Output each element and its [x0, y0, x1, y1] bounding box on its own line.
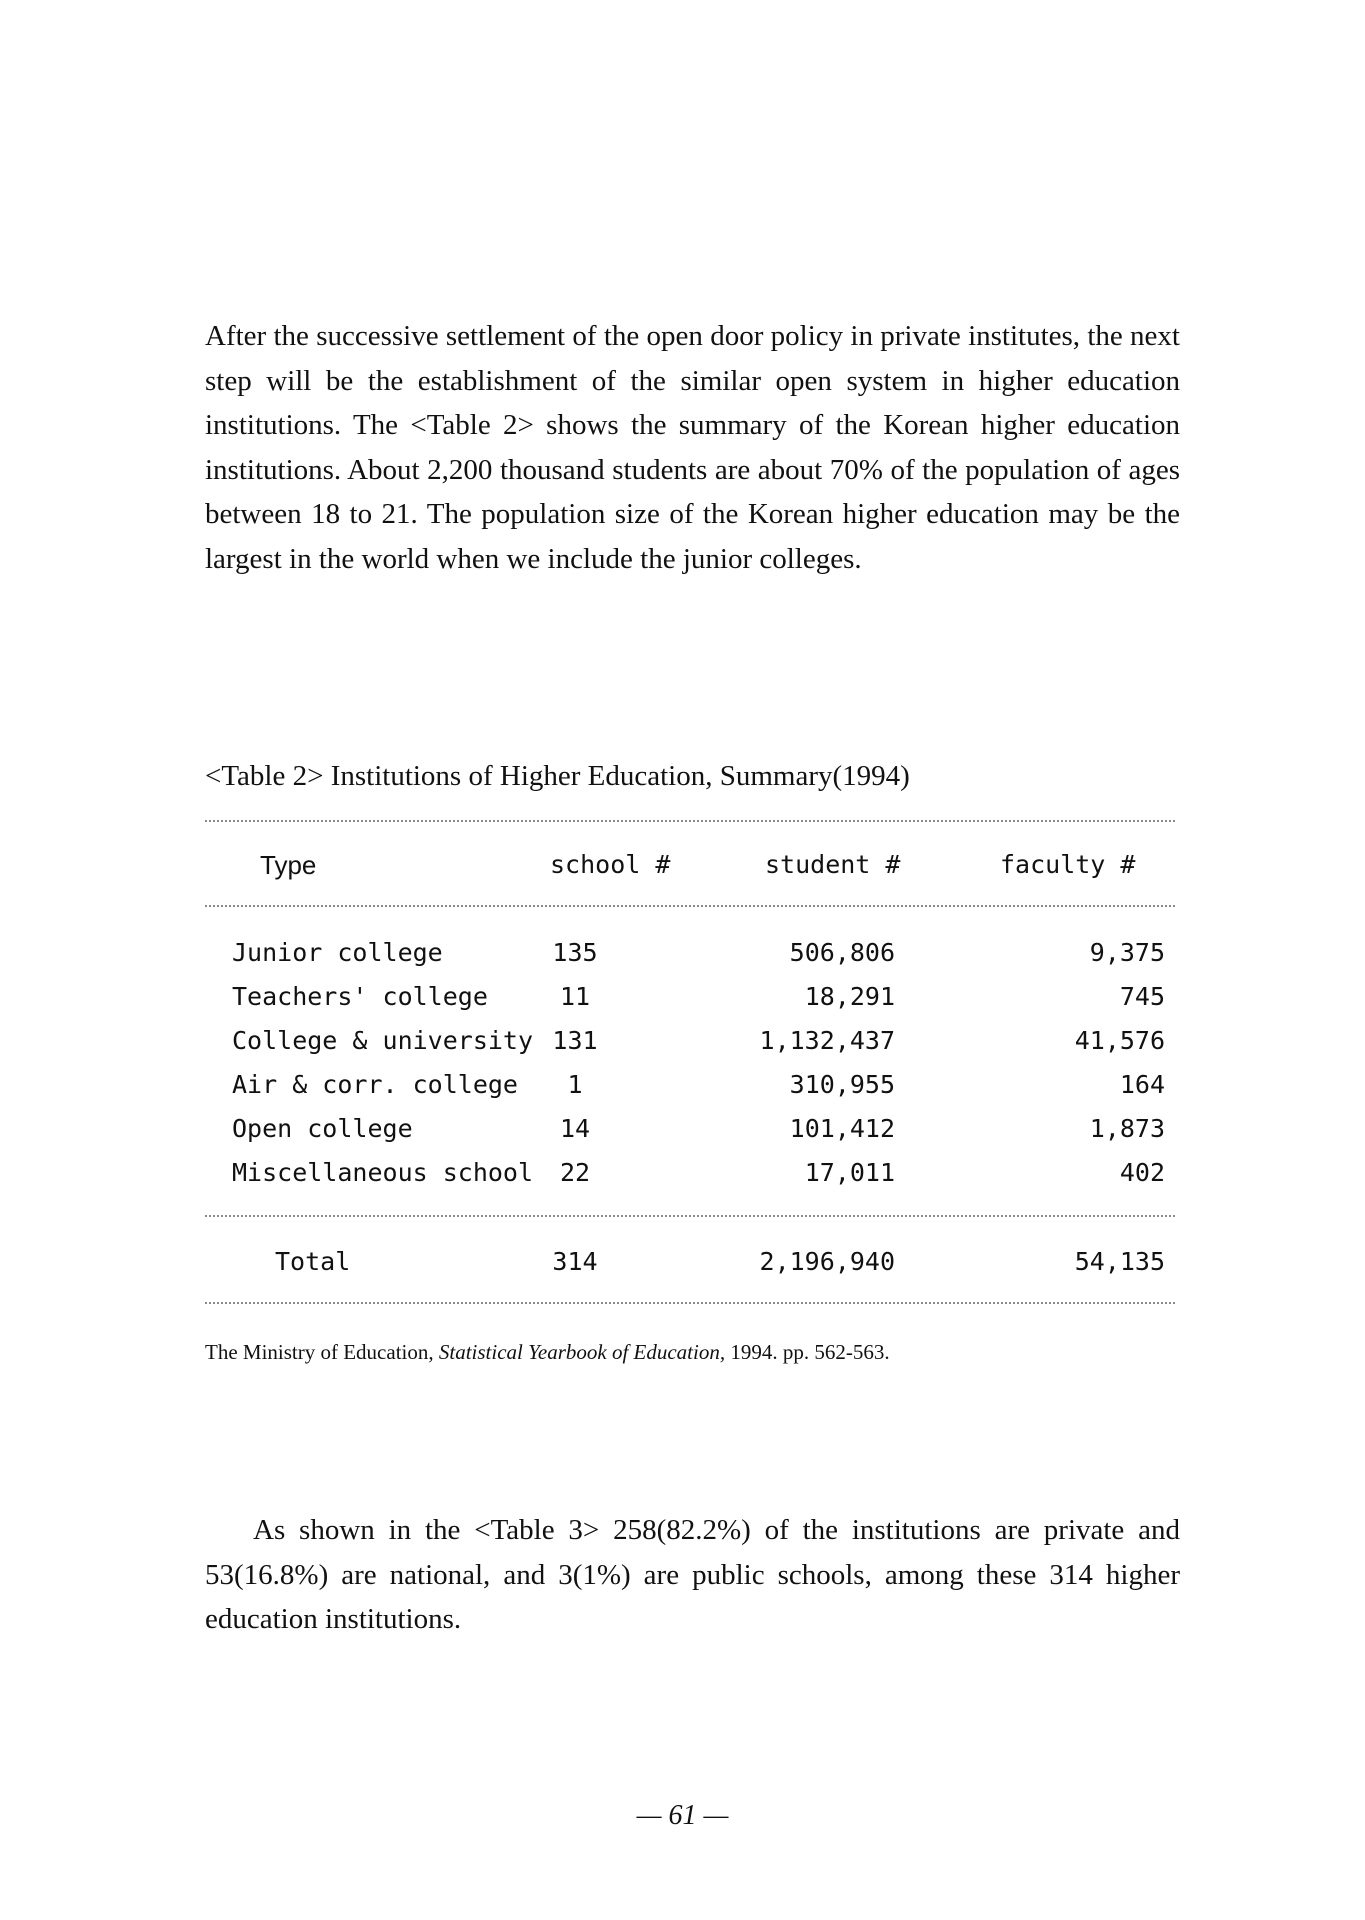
cell-school: 1 [567, 1070, 583, 1099]
cell-student: 1,132,437 [759, 1026, 895, 1055]
table-caption: <Table 2> Institutions of Higher Education, Summary(1994) [205, 760, 910, 792]
source-prefix: The Ministry of Education, [205, 1340, 439, 1364]
cell-student: 18,291 [804, 982, 895, 1011]
table-row [205, 933, 1175, 973]
cell-school: 135 [552, 938, 598, 967]
source-suffix: 1994. pp. 562-563. [725, 1340, 890, 1364]
page-number: — 61 — [636, 1800, 729, 1831]
cell-student: 101,412 [789, 1114, 895, 1143]
cell-type: College & university [232, 1026, 534, 1055]
cell-student: 506,806 [789, 938, 895, 967]
table-row [205, 1109, 1175, 1149]
cell-faculty: 41,576 [1074, 1026, 1165, 1055]
cell-type: Junior college [232, 938, 443, 967]
cell-school: 11 [559, 982, 591, 1011]
table-row [205, 1153, 1175, 1193]
cell-faculty: 1,873 [1089, 1114, 1165, 1143]
table-total-row [205, 1242, 1175, 1282]
table-header-rule [205, 905, 1175, 907]
total-faculty: 54,135 [1074, 1247, 1165, 1276]
table-bottom-rule [205, 1302, 1175, 1304]
cell-type: Miscellaneous school [232, 1158, 534, 1187]
cell-student: 310,955 [789, 1070, 895, 1099]
table-row [205, 1065, 1175, 1105]
total-student: 2,196,940 [759, 1247, 895, 1276]
total-label: Total [275, 1247, 351, 1276]
cell-school: 14 [559, 1114, 591, 1143]
cell-school: 22 [559, 1158, 591, 1187]
cell-faculty: 9,375 [1089, 938, 1165, 967]
cell-student: 17,011 [804, 1158, 895, 1187]
header-student: student # [765, 850, 901, 879]
header-school: school # [550, 850, 671, 879]
table-top-rule [205, 820, 1175, 822]
cell-school: 131 [552, 1026, 598, 1055]
cell-type: Teachers' college [232, 982, 488, 1011]
table-header-row [205, 845, 1175, 885]
total-school: 314 [552, 1247, 598, 1276]
cell-faculty: 164 [1119, 1070, 1165, 1099]
cell-faculty: 745 [1119, 982, 1165, 1011]
header-faculty: faculty # [1000, 850, 1136, 879]
cell-faculty: 402 [1119, 1158, 1165, 1187]
table-row [205, 977, 1175, 1017]
cell-type: Air & corr. college [232, 1070, 518, 1099]
source-title: Statistical Yearbook of Education, [438, 1340, 726, 1364]
table-source [205, 1340, 890, 1365]
intro-paragraph: After the successive settlement of the open door policy in private institutes, the next step will be the establishment of the similar open system in higher education institutions. The <Table 2> shows the summary of the Korean higher education institutions. About 2,200 thousand students are about 70% of the population of ages between 18 to 21. The population size of the Korean higher education may be the largest in the world when we include the junior colleges. [205, 320, 1180, 575]
table-total-rule [205, 1215, 1175, 1217]
followup-paragraph: As shown in the <Table 3> 258(82.2%) of the institutions are private and 53(16.8%) are national, and 3(1%) are public schools, among these 314 higher education institutions. [205, 1514, 1180, 1635]
header-type: Type [260, 850, 317, 880]
table-row [205, 1021, 1175, 1061]
cell-type: Open college [232, 1114, 413, 1143]
